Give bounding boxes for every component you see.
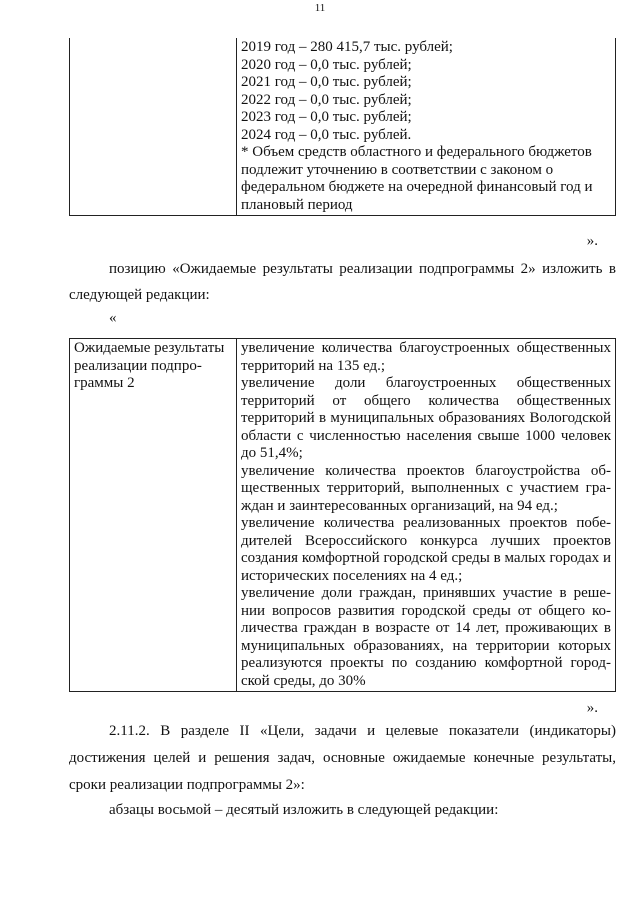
expected-results-items-cell — [237, 339, 616, 692]
budget-table-values-cell — [237, 38, 616, 216]
budget-table — [69, 38, 616, 216]
budget-line: 2021 год – 0,0 тыс. рублей; — [241, 74, 412, 90]
expected-results-label: Ожидаемые результаты реализации подпро-граммы 2 — [74, 340, 225, 391]
budget-line: 2022 год – 0,0 тыс. рублей; — [241, 91, 412, 108]
paragraph-paragraphs-8-10: абзацы восьмой – десятый изложить в следующей редакции: — [109, 802, 499, 818]
expected-results-table — [69, 338, 616, 692]
expected-result-item: увеличение доли граждан, принявших участие в реше-нии вопросов развития городской среды от общего ко-личества граждан в возрасте от 14 лет, проживающих в муниципальных образованиях, на территории которых реализуются проекты по созданию комфортной город-ской среды, до 30% — [241, 585, 611, 689]
budget-line: 2019 год – 280 415,7 тыс. рублей; — [241, 39, 453, 55]
budget-line: 2020 год – 0,0 тыс. рублей; — [241, 56, 412, 73]
budget-footnote: * Объем средств областного и федерального бюджетов подлежит уточнению в соответствии с законом о федеральном бюджете на очередной финансовый год и плановый период — [241, 144, 593, 213]
paragraph-section-2-11-2: 2.11.2. В разделе II «Цели, задачи и целевые показатели (индикаторы) достижения целей и решения задач, основные ожидаемые конечные результаты, сроки реализации подпрограммы 2»: — [69, 723, 616, 793]
closing-quote-2: ». — [586, 700, 598, 716]
expected-result-item: увеличение доли благоустроенных общественных территорий от общего количества общественных территорий в муниципальных образованиях Вологодской области с численностью населения свыше 1000 человек до 51,4%; — [241, 375, 611, 461]
expected-result-item: увеличение количества реализованных проектов побе-дителей Всероссийского конкурса лучших проектов создания комфортной городской среды в малых городах и исторических поселениях на 4 ед.; — [241, 515, 611, 584]
budget-table-empty-cell — [70, 38, 237, 216]
closing-quote-1: ». — [586, 233, 598, 249]
expected-results-label-cell — [70, 339, 237, 692]
opening-quote: « — [109, 310, 117, 326]
budget-line: 2023 год – 0,0 тыс. рублей; — [241, 109, 412, 125]
expected-result-item: увеличение количества проектов благоустройства об-щественных территорий, выполненных с участием гра-ждан и заинтересованных организаций, на 94 ед.; — [241, 462, 611, 514]
page-number: 11 — [314, 2, 326, 14]
expected-result-item: увеличение количества благоустроенных общественных территорий на 135 ед.; — [241, 340, 611, 374]
paragraph-position-results: позицию «Ожидаемые результаты реализации подпрограммы 2» изложить в следующей редакции: — [69, 261, 616, 303]
budget-line: 2024 год – 0,0 тыс. рублей. — [241, 126, 412, 143]
